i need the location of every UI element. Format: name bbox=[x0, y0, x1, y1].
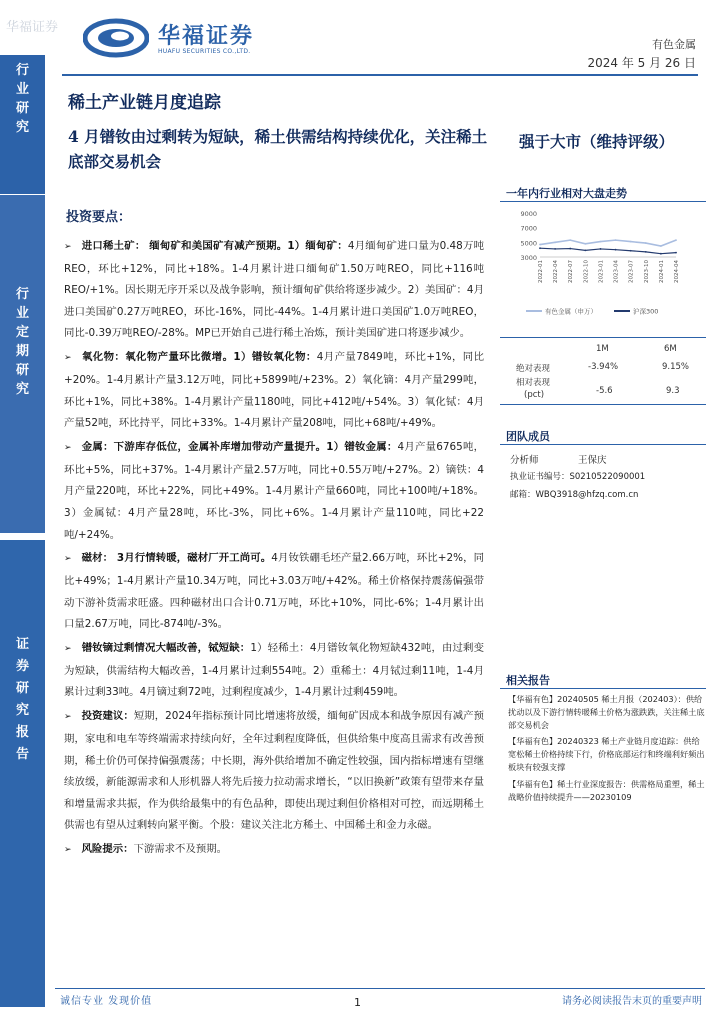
performance-table-top-rule bbox=[500, 337, 706, 338]
report-date: 2024 年 5 月 26 日 bbox=[587, 56, 696, 70]
key-point-paragraph bbox=[64, 347, 484, 434]
key-point-text: 下游需求不及预期。 bbox=[133, 843, 228, 856]
data-point bbox=[554, 248, 556, 250]
perf-label-relative: 相对表现 bbox=[516, 378, 551, 388]
key-point-paragraph bbox=[64, 706, 484, 837]
data-point bbox=[645, 242, 647, 244]
data-point bbox=[645, 251, 647, 253]
data-point bbox=[584, 243, 586, 245]
sidebar-section-securities-report bbox=[0, 540, 45, 1007]
sidebar-char: 证 bbox=[15, 637, 29, 652]
perf-relative-1m: -5.6 bbox=[596, 386, 613, 396]
key-point-paragraph bbox=[64, 839, 484, 862]
analyst-label: 分析师 bbox=[510, 455, 539, 466]
sidebar-char: 行 bbox=[15, 287, 29, 302]
arrow-bullet-icon: ➢ bbox=[64, 353, 72, 364]
chart-title: 一年内行业相对大盘走势 bbox=[506, 187, 627, 200]
x-tick-label: 2023-04 bbox=[613, 260, 620, 283]
key-points-title: 投资要点： bbox=[66, 210, 132, 225]
key-point-paragraph bbox=[64, 548, 484, 635]
sidebar-char: 告 bbox=[15, 747, 29, 762]
arrow-bullet-icon: ➢ bbox=[64, 845, 72, 856]
key-point-paragraph bbox=[64, 437, 484, 546]
x-tick-label: 2023-07 bbox=[628, 260, 635, 283]
key-point-heading: 投资建议： bbox=[81, 710, 134, 723]
perf-absolute-6m: 9.15% bbox=[662, 362, 690, 372]
data-point bbox=[539, 247, 541, 249]
x-tick-label: 2023-10 bbox=[643, 260, 650, 283]
data-point bbox=[675, 252, 677, 254]
x-tick-label: 2022-01 bbox=[538, 260, 544, 283]
footer-disclaimer: 请务必阅读报告末页的重要声明 bbox=[562, 996, 702, 1007]
team-title: 团队成员 bbox=[506, 430, 550, 443]
key-points-body bbox=[64, 236, 484, 864]
data-point bbox=[630, 241, 632, 243]
arrow-bullet-icon: ➢ bbox=[64, 712, 72, 723]
data-point bbox=[660, 253, 662, 255]
x-tick-label: 2022-10 bbox=[583, 260, 590, 283]
industry-category: 有色金属 bbox=[652, 38, 696, 51]
key-point-heading: 镨钕镝过剩情况大幅改善，铽短缺： bbox=[81, 642, 251, 655]
key-point-text: 4月缅甸矿进口量为0.48万吨REO，环比+12%，同比+18%。1-4月累计进口缅甸矿1.50万吨REO，同比+116吨REO/+1%。因长期无序开采以及战争影响，预计缅甸矿供给将逐步减少。2）美国矿：4月进口美国矿0.27万吨REO，环比-16%，同比-44%。1-4月累计进口美国矿1.0万吨REO，同比-0.39万吨REO/-28%。MP已开始自己进行稀土冶炼，预计美国矿进口将逐步减少。 bbox=[64, 240, 484, 340]
sidebar-char: 研 bbox=[15, 681, 29, 696]
series-line-nonferrous bbox=[540, 240, 676, 246]
legend-label: 有色金属（申万） bbox=[545, 307, 597, 316]
chart-title-divider bbox=[500, 201, 706, 202]
page-number: 1 bbox=[354, 996, 361, 1009]
team-title-divider bbox=[500, 444, 706, 445]
related-reports-list bbox=[508, 693, 706, 807]
perf-label-absolute: 绝对表现 bbox=[516, 364, 551, 374]
perf-header-6m: 6M bbox=[664, 344, 677, 354]
key-point-paragraph bbox=[64, 236, 484, 345]
data-point bbox=[600, 241, 602, 243]
x-tick-label: 2024-04 bbox=[674, 260, 680, 283]
analyst-cert: 执业证书编号：S0210522090001 bbox=[510, 472, 646, 482]
y-tick-label: 7000 bbox=[520, 224, 537, 233]
data-point bbox=[615, 239, 617, 241]
sidebar-section-periodic-research bbox=[0, 195, 45, 533]
key-point-text: 短期，2024年指标预计同比增速将放缓，缅甸矿因成本和战争原因有减产预期，家电和电车等终端需求持续向好，全年过剩程度降低，但供给集中度高且需求有改善预期，稀土价仍可保持偏强震荡；中长期，海外供给增加不确定性较强，国内指标增速有望继续放缓，新能源需求和人形机器人将先后接力拉动需求增长，“以旧换新”政策有望带来存量和增量需求共振，作为供给最集中的有色品种，即使出现过剩但价格相对可控，而远期稀土供需也有望从过剩转向紧平衡。个股：建议关注北方稀土、中国稀土和金力永磁。 bbox=[64, 710, 485, 832]
data-point bbox=[600, 248, 602, 250]
sidebar-char: 报 bbox=[15, 725, 29, 740]
header-divider bbox=[62, 74, 698, 76]
sidebar-char: 研 bbox=[15, 101, 29, 116]
key-point-heading: 氧化物：氧化物产量环比微增。1）镨钕氧化物： bbox=[81, 351, 317, 364]
x-tick-label: 2022-07 bbox=[568, 260, 575, 283]
data-point bbox=[539, 244, 541, 246]
key-point-heading: 进口稀土矿： 缅甸矿和美国矿有减产预期。1）缅甸矿： bbox=[81, 240, 348, 252]
perf-relative-6m: 9.3 bbox=[666, 386, 680, 396]
report-series-title: 稀土产业链月度追踪 bbox=[68, 93, 221, 113]
data-point bbox=[660, 245, 662, 247]
sidebar-char: 研 bbox=[15, 363, 29, 378]
related-title-divider bbox=[500, 688, 706, 689]
perf-absolute-1m: -3.94% bbox=[588, 362, 619, 372]
y-tick-label: 5000 bbox=[520, 239, 537, 248]
related-reports-title: 相关报告 bbox=[506, 674, 550, 687]
data-point bbox=[675, 239, 677, 241]
x-tick-label: 2022-04 bbox=[553, 260, 560, 283]
sidebar-char: 究 bbox=[15, 120, 29, 135]
related-report-item[interactable]: 【华福有色】20240505 稀土月报（202403）：供给扰动以及下游行情转暖稀土价格为涨跌跌，关注稀土底部交易机会 bbox=[508, 694, 705, 730]
analyst-name: 王保庆 bbox=[578, 455, 607, 466]
sidebar-char: 定 bbox=[15, 325, 29, 340]
legend-label: 沪深300 bbox=[633, 307, 659, 316]
sidebar-char: 究 bbox=[15, 703, 29, 718]
perf-header-1m: 1M bbox=[596, 344, 609, 354]
huafu-logo-icon bbox=[83, 18, 149, 58]
key-point-text: 4月钕铁硼毛坯产量2.66万吨，环比+2%，同比+49%；1-4月累计产量10.34万吨，同比+3.03万吨/+42%。稀土价格保持震荡偏强带动下游补货需求旺盛。四种磁材出口合计0.71万吨，环比+10%，同比-6%；1-4月累计出口量2.67万吨，同比-874吨/-3%。 bbox=[64, 552, 484, 631]
arrow-bullet-icon: ➢ bbox=[64, 443, 72, 454]
sidebar-char: 券 bbox=[15, 659, 29, 674]
perf-label-pct: (pct) bbox=[524, 390, 545, 400]
watermark-text: 华福证券 bbox=[6, 20, 59, 35]
sidebar-char: 究 bbox=[15, 382, 29, 397]
related-report-item[interactable]: 【华福有色】20240323 稀土产业链月度追踪：供给宽松稀土价格持续下行，价格底部运行和终端利好频出板块有较强支撑 bbox=[508, 736, 705, 772]
analyst-email: 邮箱：WBQ3918@hfzq.com.cn bbox=[510, 490, 639, 500]
report-headline: 4 月镨钕由过剩转为短缺，稀土供需结构持续优化，关注稀土底部交易机会 bbox=[68, 127, 488, 171]
brand-name: 华福证券 bbox=[158, 24, 255, 49]
x-tick-label: 2023-01 bbox=[598, 260, 605, 283]
data-point bbox=[630, 250, 632, 252]
series-line-csi300 bbox=[540, 248, 676, 254]
rating-label: 强于大市（维持评级） bbox=[519, 132, 675, 151]
brand-name-en: HUAFU SECURITIES CO.,LTD. bbox=[158, 48, 251, 55]
y-tick-label: 3000 bbox=[520, 254, 537, 262]
data-point bbox=[615, 249, 617, 251]
relative-performance-chart bbox=[506, 205, 706, 320]
arrow-bullet-icon: ➢ bbox=[64, 242, 72, 252]
sidebar-char: 行 bbox=[15, 63, 29, 78]
key-point-heading: 金属：下游库存低位，金属补库增加带动产量提升。1）镨钕金属： bbox=[81, 441, 398, 454]
data-point bbox=[584, 250, 586, 252]
key-point-text: 4月产量7849吨，环比+1%，同比+20%。1-4月累计产量3.12万吨，同比+5899吨/+23%。2）氧化镝：4月产量299吨，环比+1%，同比+38%。1-4月累计产量1180吨，同比+412吨/+54%。3）氧化铽：4月产量52吨，环比持平，同比+33%。1-4月累计产量208吨，同比+68吨/+49%。 bbox=[64, 351, 484, 430]
key-point-heading: 风险提示： bbox=[81, 843, 134, 856]
performance-table-bottom-rule bbox=[500, 404, 706, 405]
key-point-paragraph bbox=[64, 638, 484, 704]
sidebar-char: 期 bbox=[15, 344, 29, 359]
key-point-text: 1）轻稀土：4月镨钕氧化物短缺432吨，由过剩变为短缺，供需结构大幅改善，1-4月累计过剩554吨。2）重稀土：4月铽过剩11吨，1-4月累计过剩33吨。4月镝过剩72吨，过剩程度减少，1-4月累计过剩459吨。 bbox=[64, 642, 484, 699]
sidebar-section-industry-research bbox=[0, 55, 45, 194]
arrow-bullet-icon: ➢ bbox=[64, 554, 72, 565]
x-tick-label: 2024-01 bbox=[658, 260, 665, 283]
sidebar-char: 业 bbox=[15, 82, 29, 97]
key-point-heading: 磁材： 3月行情转暖，磁材厂开工尚可。 bbox=[81, 552, 272, 565]
data-point bbox=[554, 241, 556, 243]
key-point-text: 4月产量6765吨，环比+5%，同比+37%。1-4月累计产量2.57万吨，同比+0.55万吨/+27%。2）镝铁：4月产量220吨，环比+22%，同比+49%。1-4月累计产量660吨，同比+100吨/+18%。3）金属铽：4月产量28吨，环比-3%，同比+6%。1-4月累计产量110吨，同比+22吨/+24%。 bbox=[64, 441, 484, 541]
sidebar-char: 业 bbox=[15, 306, 29, 321]
arrow-bullet-icon: ➢ bbox=[64, 644, 72, 655]
left-sidebar bbox=[0, 55, 45, 1007]
y-tick-label: 9000 bbox=[520, 210, 537, 218]
footer-divider bbox=[55, 988, 705, 989]
data-point bbox=[569, 239, 571, 241]
data-point bbox=[569, 248, 571, 250]
footer-slogan: 诚信专业 发现价值 bbox=[60, 996, 153, 1007]
related-report-item[interactable]: 【华福有色】稀土行业深度报告：供需格局重塑，稀土战略价值持续提升——20230109 bbox=[508, 778, 705, 802]
